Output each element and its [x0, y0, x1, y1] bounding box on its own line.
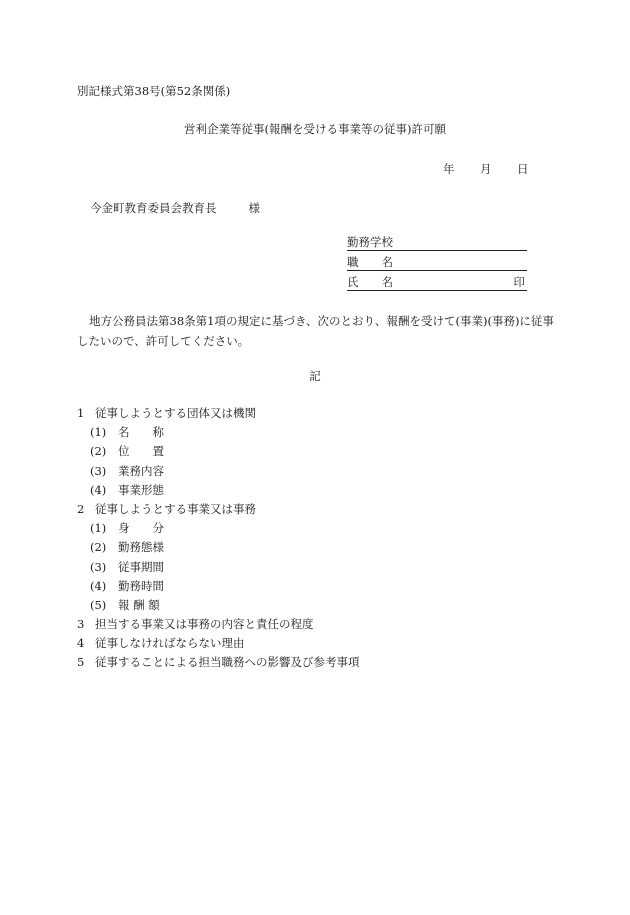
item-number: (3) [90, 463, 107, 478]
signature-position-field [347, 254, 527, 271]
list-subitem [77, 481, 360, 500]
date-line [443, 161, 529, 177]
item-list [77, 404, 360, 673]
item-label: 業務内容 [118, 463, 164, 478]
item-number: (2) [90, 444, 107, 459]
list-item [77, 500, 360, 519]
document-title: 営利企業等従事(報酬を受ける事業等の従事)許可願 [184, 122, 446, 136]
recipient-honorific: 様 [248, 201, 260, 215]
item-label: 担当する事業又は事務の内容と責任の程度 [95, 617, 314, 632]
signature-name-label: 氏 名 [347, 275, 393, 289]
item-label: 従事することによる担当職務への影響及び参考事項 [95, 655, 360, 670]
date-day: 日 [517, 162, 529, 176]
signature-school-field [347, 234, 527, 251]
item-label: 名 称 [118, 425, 164, 440]
list-subitem [77, 577, 360, 596]
list-item [77, 615, 360, 634]
signature-position-label: 職 名 [347, 255, 393, 269]
item-number: (5) [90, 597, 107, 612]
ki-heading: 記 [309, 369, 321, 383]
list-subitem [77, 596, 360, 615]
list-subitem [77, 538, 360, 557]
list-subitem [77, 423, 360, 442]
item-number: (4) [90, 482, 107, 497]
item-number: (1) [90, 521, 107, 536]
item-number: 3 [77, 617, 85, 632]
item-label: 従事しようとする団体又は機関 [95, 406, 256, 420]
list-subitem [77, 442, 360, 461]
seal-mark: 印 [513, 275, 525, 289]
list-item [77, 634, 360, 653]
item-number: 4 [77, 636, 85, 651]
item-label: 従事しようとする事業又は事務 [95, 501, 256, 516]
item-number: 1 [77, 406, 85, 420]
item-number: (2) [90, 540, 107, 555]
item-label: 勤務態様 [118, 540, 164, 555]
item-label: 位 置 [118, 444, 164, 459]
item-label: 身 分 [118, 521, 164, 536]
list-subitem [77, 462, 360, 481]
date-month: 月 [480, 162, 492, 176]
list-subitem [77, 519, 360, 538]
list-subitem [77, 558, 360, 577]
item-number: 5 [77, 655, 85, 670]
recipient-name: 今金町教育委員会教育長 [90, 201, 217, 215]
body-text: 地方公務員法第38条第1項の規定に基づき、次のとおり、報酬を受けて(事業)(事務)に従事したいので、許可してください。 [77, 314, 554, 348]
form-number: 別記様式第38号(第52条関係) [77, 84, 231, 98]
signature-school-label: 勤務学校 [347, 235, 393, 249]
list-item [77, 404, 360, 423]
item-label: 勤務時間 [118, 578, 164, 593]
item-label: 従事しなければならない理由 [95, 636, 245, 651]
item-label: 事業形態 [118, 482, 164, 497]
item-label: 報 酬 額 [118, 597, 160, 612]
item-number: (1) [90, 425, 107, 440]
recipient [90, 200, 260, 216]
item-number: (3) [90, 559, 107, 574]
item-number: (4) [90, 578, 107, 593]
list-item [77, 653, 360, 672]
item-number: 2 [77, 501, 85, 516]
item-label: 従事期間 [118, 559, 164, 574]
signature-name-field [347, 274, 527, 291]
date-year: 年 [443, 162, 455, 176]
